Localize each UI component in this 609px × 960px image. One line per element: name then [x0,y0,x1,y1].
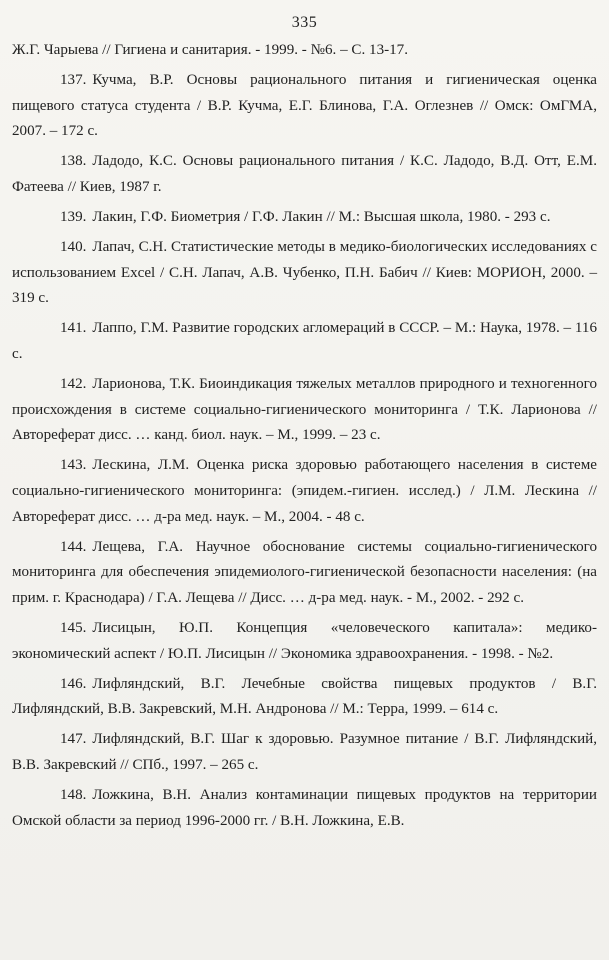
entry-text: Лисицын, Ю.П. Концепция «человеческого капитала»: медико-экономический аспект / Ю.П. Лисицын // Экономика здравоохранения. - 1998. - №2. [12,619,597,662]
bibliography-entry [12,68,597,145]
entry-text: Ларионова, Т.К. Биоиндикация тяжелых металлов природного и техногенного происхождения в системе социально-гигиенического мониторинга / Т.К. Ларионова // Автореферат дисс. … канд. биол. наук. – М., 1999. – 23 с. [12,376,597,444]
entry-number: 139. [60,209,87,226]
bibliography-entry [12,316,597,367]
bibliography-entry [12,727,597,778]
entry-number: 148. [60,787,87,804]
entry-number: 146. [60,675,87,692]
entry-number: 145. [60,619,87,636]
bibliography-entry [12,672,597,723]
bibliography-entry [12,372,597,449]
entry-text: Лескина, Л.М. Оценка риска здоровью работающего населения в системе социально-гигиенического мониторинга: (эпидем.-гигиен. исслед.) / Л.М. Лескина // Автореферат дисс. … д-ра мед. наук. – М., 2004. - 48 с. [12,457,597,525]
entry-text: Лифляндский, В.Г. Лечебные свойства пищевых продуктов / В.Г. Лифляндский, В.В. Закревский, М.Н. Андронова // М.: Терра, 1999. – 614 с. [12,675,597,718]
entry-number: 144. [60,538,87,555]
bibliography-entry [12,149,597,200]
entry-text: Лакин, Г.Ф. Биометрия / Г.Ф. Лакин // М.: Высшая школа, 1980. - 293 с. [92,209,551,226]
entry-text: Лифляндский, В.Г. Шаг к здоровью. Разумное питание / В.Г. Лифляндский, В.В. Закревский // СПб., 1997. – 265 с. [12,731,597,773]
entry-number: 142. [60,376,87,393]
entry-number: 147. [60,731,87,748]
bibliography-entry [12,235,597,312]
entry-number: 138. [60,153,87,170]
entry-text: Кучма, В.Р. Основы рационального питания и гигиеническая оценка пищевого статуса студента / В.Р. Кучма, Е.Г. Блинова, Г.А. Оглезнев // Омск: ОмГМА, 2007. – 172 с. [12,72,597,140]
entry-number: 140. [60,239,87,256]
bibliography-entry [12,535,597,612]
bibliography-entry [12,38,597,64]
entry-text: Лаппо, Г.М. Развитие городских агломераций в СССР. – М.: Наука, 1978. – 116 с. [12,320,597,363]
bibliography-entry [12,616,597,667]
entry-text: Ложкина, В.Н. Анализ контаминации пищевых продуктов на территории Омской области за период 1996-2000 гг. / В.Н. Ложкина, Е.В. [12,787,597,829]
entry-number: 143. [60,457,87,474]
bibliography-entry [12,453,597,530]
entry-text: Ж.Г. Чарыева // Гигиена и санитария. - 1999. - №6. – С. 13-17. [12,42,409,58]
bibliography-entry [12,205,597,231]
bibliography-entry [12,783,597,834]
bibliography-list [12,38,597,834]
entry-text: Лещева, Г.А. Научное обоснование системы социально-гигиенического мониторинга для обеспечения эпидемиолого-гигиенической безопасности населения: (на прим. г. Краснодара) / Г.А. Лещева // Дисс. … д-ра мед. наук. - М., 2002. - 292 с. [12,538,597,606]
entry-text: Лапач, С.Н. Статистические методы в медико-биологических исследованиях с использованием Excel / С.Н. Лапач, А.В. Чубенко, П.Н. Бабич // Киев: МОРИОН, 2000. – 319 с. [12,239,597,307]
page-number: 335 [291,14,318,31]
entry-text: Ладодо, К.С. Основы рационального питания / К.С. Ладодо, В.Д. Отт, Е.М. Фатеева // Киев, 1987 г. [12,153,597,195]
entry-number: 141. [60,320,87,337]
entry-number: 137. [60,72,87,89]
